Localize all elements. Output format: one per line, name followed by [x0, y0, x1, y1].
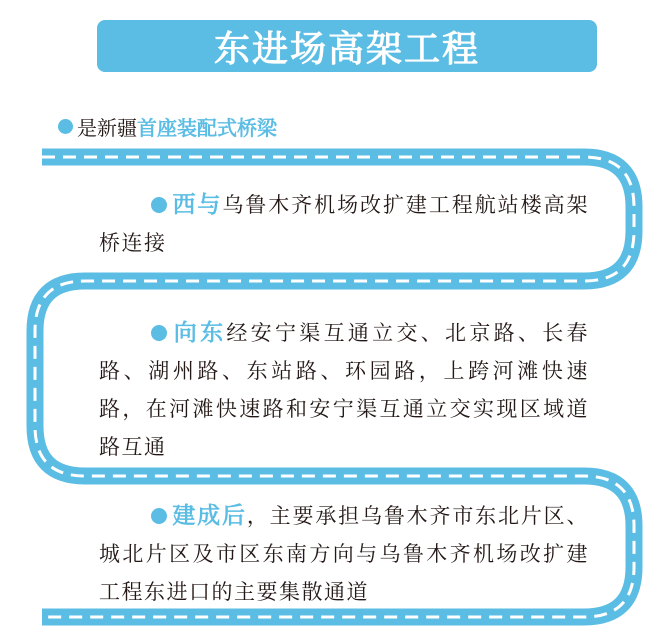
- bullet-dot-icon: [151, 197, 167, 213]
- segment-east: [99, 314, 589, 466]
- segment-highlight: 建成后: [172, 503, 247, 529]
- bullet-dot-icon: [58, 119, 73, 134]
- segment-after-completion: [99, 497, 589, 611]
- segment-highlight: 西与: [172, 192, 223, 218]
- segment-body: 经安宁渠互通立交、北京路、长春路、湖州路、东站路、环园路，上跨河滩快速路，在河滩快速路和安宁渠互通立交实现区域道路互通: [99, 321, 590, 459]
- bullet-dot-icon: [151, 325, 167, 341]
- segment-west: [99, 186, 589, 262]
- segment-body: ，主要承担乌鲁木齐市东北片区、城北片区及市区东南方向与乌鲁木齐机场改扩建工程东进口的主要集散通道: [99, 504, 590, 604]
- subtitle-highlight: 首座装配式桥梁: [137, 116, 277, 140]
- title-banner: [97, 20, 597, 72]
- page-title: 东进场高架工程: [213, 28, 480, 70]
- bullet-dot-icon: [151, 508, 167, 524]
- segment-body: 乌鲁木齐机场改扩建工程航站楼高架桥连接: [99, 193, 590, 255]
- subtitle: [58, 112, 277, 141]
- segment-highlight: 向东: [172, 320, 227, 346]
- subtitle-prefix: 是新疆: [77, 116, 137, 140]
